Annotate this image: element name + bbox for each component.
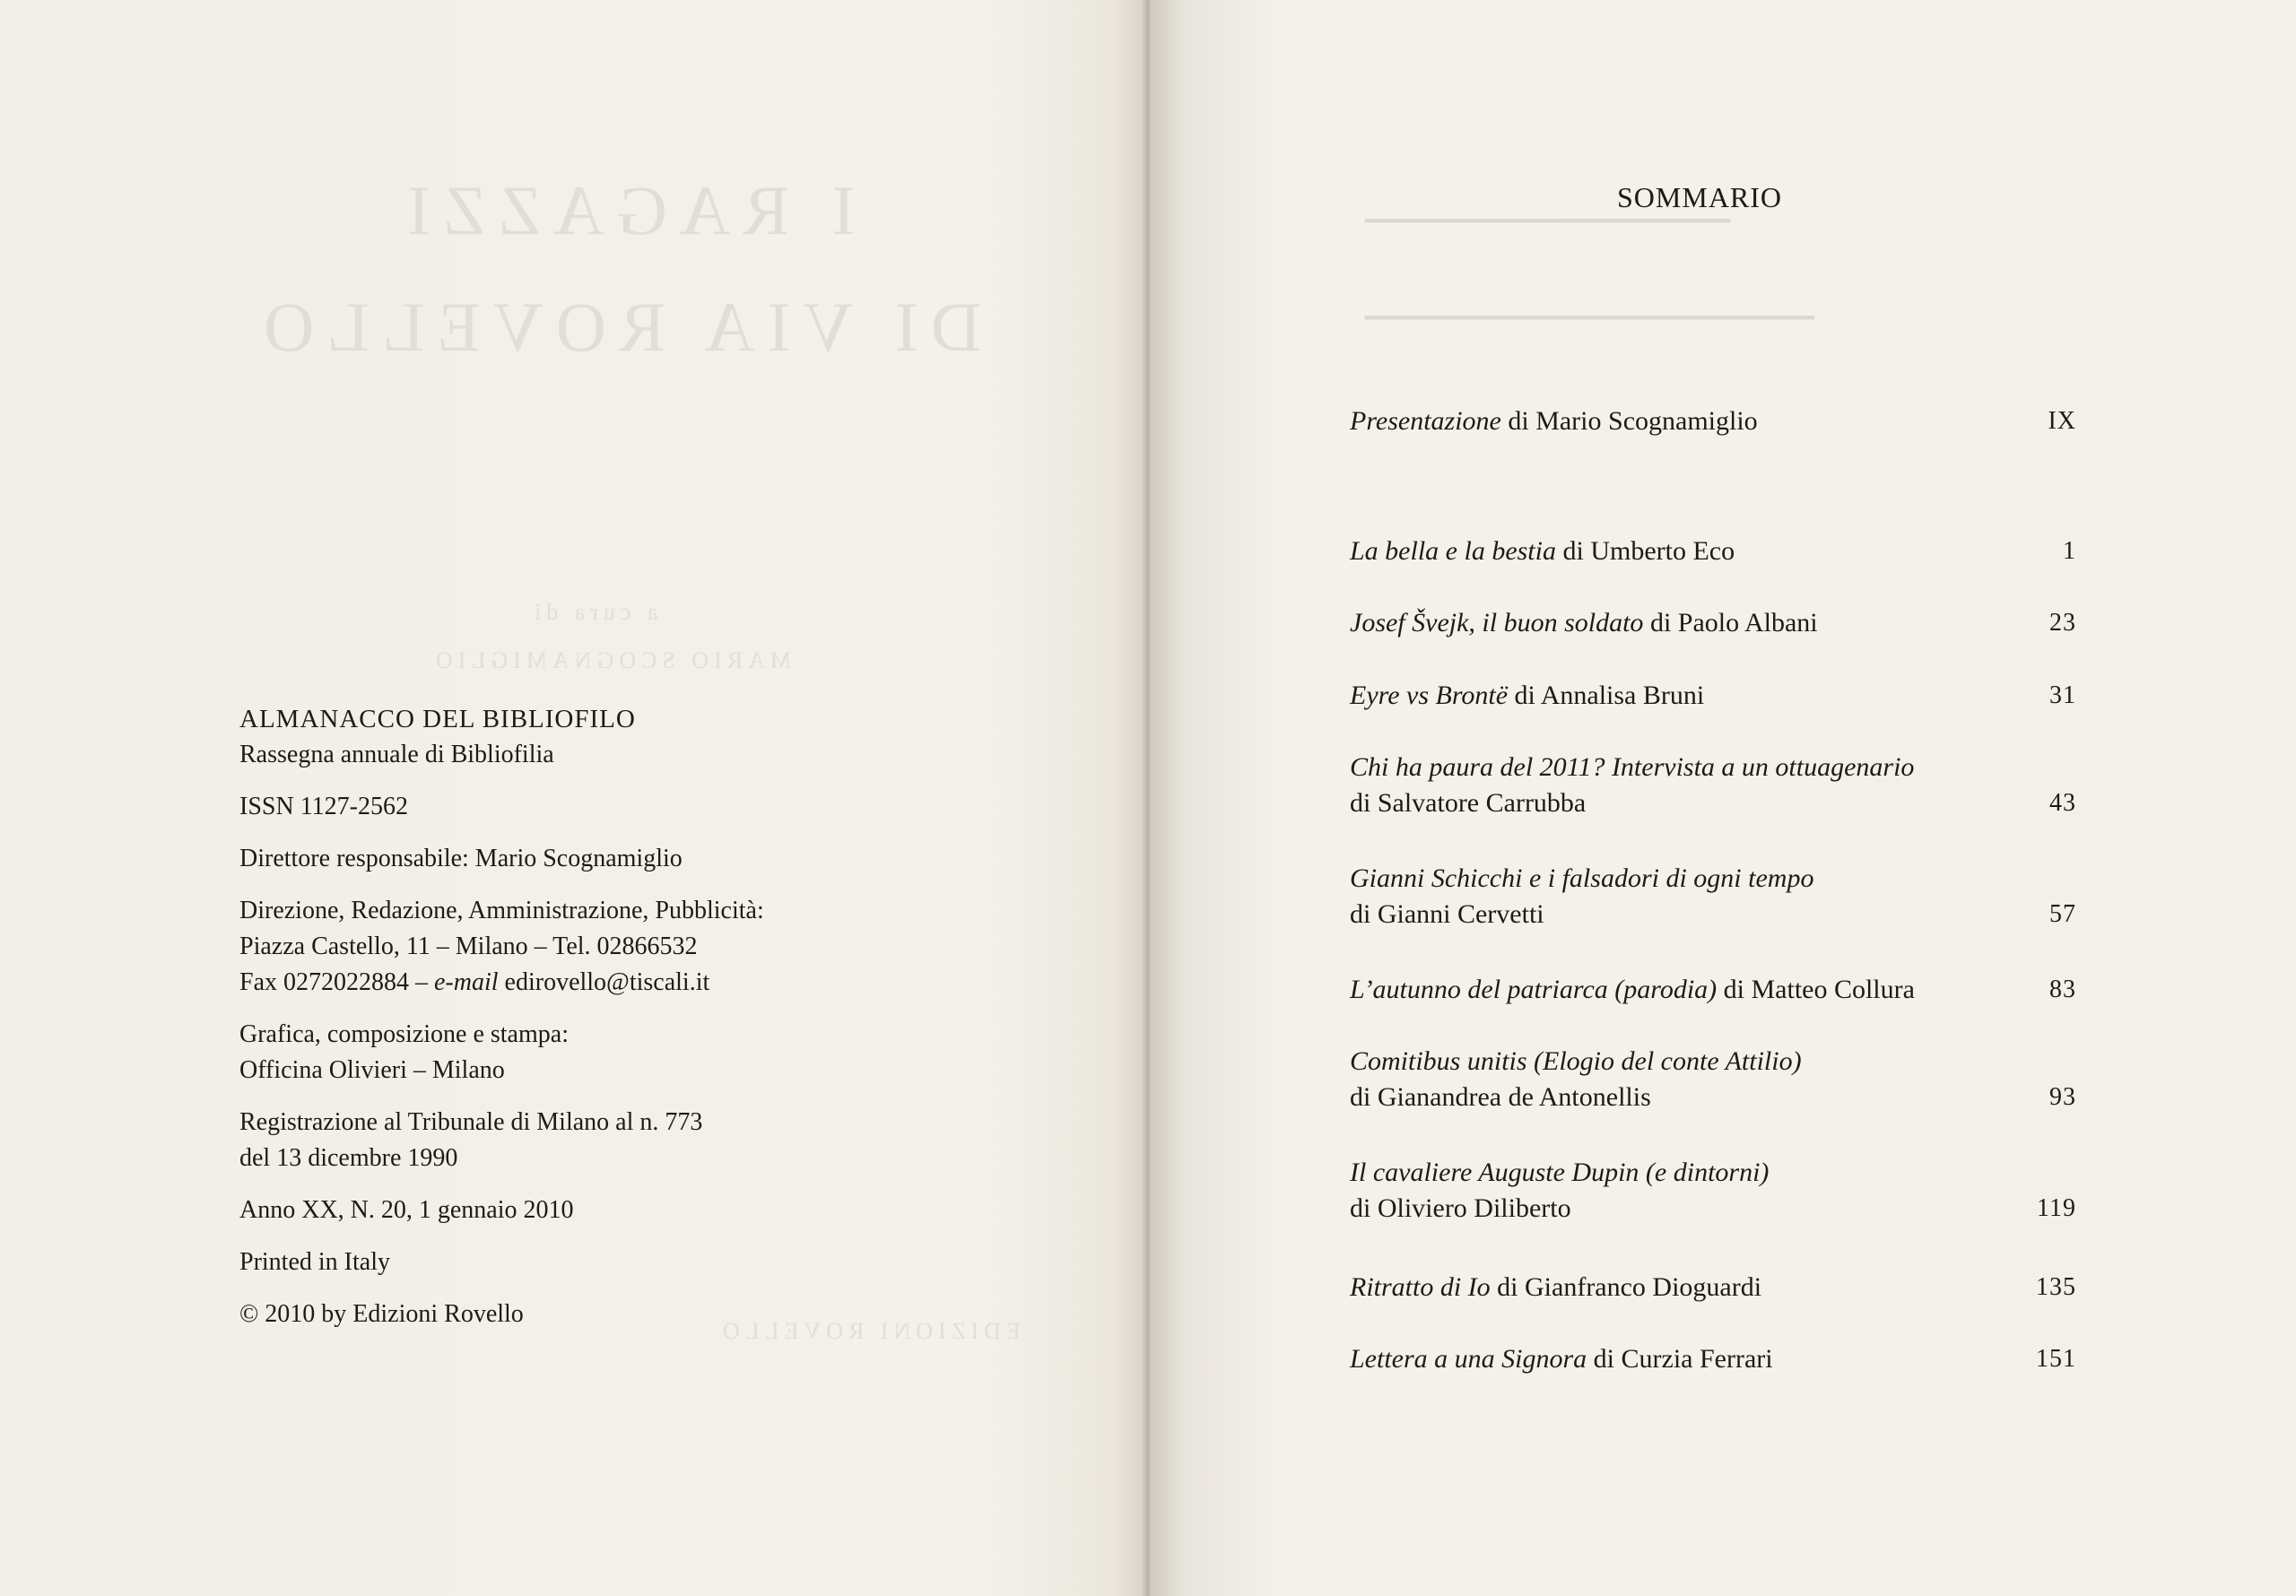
toc-page-number: 43 bbox=[2049, 789, 2076, 817]
toc-entry bbox=[1350, 750, 2076, 821]
toc-page-number: 23 bbox=[2049, 609, 2076, 637]
toc-entry-author: di Gianni Cervetti bbox=[1350, 899, 1544, 929]
copyright-block bbox=[239, 1297, 975, 1332]
show-through-title-line2: DI VIA ROVELLO bbox=[251, 288, 982, 366]
toc-entry-title: L’autunno del patriarca (parodia) bbox=[1350, 975, 1718, 1004]
toc-page-number: 31 bbox=[2049, 681, 2076, 709]
toc-entry bbox=[1350, 1270, 2076, 1305]
toc-entry bbox=[1350, 861, 2076, 932]
toc-entry-line1 bbox=[1350, 678, 2076, 714]
toc-entry-title: Ritratto di Io bbox=[1350, 1272, 1491, 1302]
toc-entry-title: Eyre vs Brontë bbox=[1350, 681, 1509, 710]
almanac-title: ALMANACCO DEL BIBLIOFILO bbox=[239, 705, 636, 733]
toc-entry-line1 bbox=[1350, 861, 2076, 897]
toc-entry-title: Chi ha paura del 2011? Intervista a un ottuagenario bbox=[1350, 752, 1915, 782]
toc-page-number: 151 bbox=[2036, 1345, 2076, 1373]
toc-entry bbox=[1350, 1044, 2076, 1115]
colophon-title-block bbox=[239, 701, 975, 773]
director-block bbox=[239, 841, 975, 877]
address-line: Piazza Castello, 11 – Milano – Tel. 02866532 bbox=[239, 932, 698, 960]
toc-entry bbox=[1350, 533, 2076, 569]
copyright: © 2010 by Edizioni Rovello bbox=[239, 1300, 524, 1328]
toc-entry bbox=[1350, 972, 2076, 1008]
graphics-line: Grafica, composizione e stampa: bbox=[239, 1020, 569, 1048]
toc-page-number: 83 bbox=[2049, 976, 2076, 1003]
toc-entry-line1 bbox=[1350, 1341, 2076, 1377]
show-through-curator-name: MARIO SCOGNAMIGLIO bbox=[430, 647, 791, 673]
toc-entry-title: La bella e la bestia bbox=[1350, 536, 1556, 566]
almanac-subtitle: Rassegna annuale di Bibliofilia bbox=[239, 741, 554, 768]
director: Direttore responsabile: Mario Scognamiglio bbox=[239, 845, 683, 872]
printer-block bbox=[239, 1017, 975, 1089]
toc-entry-title: Lettera a una Signora bbox=[1350, 1344, 1587, 1374]
toc-entry bbox=[1350, 678, 2076, 714]
toc-entry-line1 bbox=[1350, 1155, 2076, 1191]
issn: ISSN 1127-2562 bbox=[239, 793, 408, 820]
toc-entry-title: Josef Švejk, il buon soldato bbox=[1350, 608, 1644, 638]
offices-line: Direzione, Redazione, Amministrazione, Pubblicità: bbox=[239, 897, 764, 924]
printer: Officina Olivieri – Milano bbox=[239, 1056, 505, 1084]
registration-line2: del 13 dicembre 1990 bbox=[239, 1144, 458, 1172]
issn-block bbox=[239, 789, 975, 825]
toc-entry-line1 bbox=[1350, 403, 2076, 439]
colophon bbox=[239, 701, 975, 1349]
toc-entry-line1 bbox=[1350, 605, 2076, 641]
toc-entry-line1 bbox=[1350, 533, 2076, 569]
bleed-line: ━━━━━━━━━━━━━━━━━━━━━━━━━━━━━━━━ bbox=[1365, 305, 1814, 331]
left-page bbox=[0, 0, 1146, 1596]
toc-entry-title: Comitibus unitis (Elogio del conte Attilio) bbox=[1350, 1046, 1802, 1076]
toc-page-number: 119 bbox=[2037, 1194, 2076, 1222]
toc-entry-author: di Gianandrea de Antonellis bbox=[1350, 1082, 1651, 1112]
show-through-curator-label: a cura di bbox=[529, 599, 658, 625]
toc-entry-line1 bbox=[1350, 1044, 2076, 1080]
issue-block bbox=[239, 1193, 975, 1228]
toc-entry-title: Il cavaliere Auguste Dupin (e dintorni) bbox=[1350, 1158, 1770, 1187]
issue: Anno XX, N. 20, 1 gennaio 2010 bbox=[239, 1196, 574, 1224]
toc-entry bbox=[1350, 403, 2076, 439]
toc-entry-author: di Curzia Ferrari bbox=[1587, 1344, 1773, 1374]
show-through-publisher: EDIZIONI ROVELLO bbox=[718, 1318, 1021, 1344]
toc-entry-line1 bbox=[1350, 750, 2076, 785]
toc-entry-line1 bbox=[1350, 1270, 2076, 1305]
fax: Fax 0272022884 – bbox=[239, 968, 434, 996]
toc-entry bbox=[1350, 1341, 2076, 1377]
fax-email-line bbox=[239, 965, 975, 1001]
toc-entry-title: Gianni Schicchi e i falsadori di ogni tempo bbox=[1350, 863, 1814, 893]
toc-entry-line1 bbox=[1350, 972, 2076, 1008]
email-address: edirovello@tiscali.it bbox=[498, 968, 710, 996]
email-label: e-mail bbox=[434, 968, 499, 996]
toc-entry-author: di Gianfranco Dioguardi bbox=[1490, 1272, 1762, 1302]
toc-entry-author: di Mario Scognamiglio bbox=[1500, 406, 1758, 436]
toc-entry-author: di Paolo Albani bbox=[1643, 608, 1818, 638]
printed-in: Printed in Italy bbox=[239, 1248, 390, 1276]
toc-page-number: 1 bbox=[2063, 537, 2076, 565]
toc-entry-author: di Salvatore Carrubba bbox=[1350, 788, 1587, 818]
printed-block bbox=[239, 1245, 975, 1280]
contact-block bbox=[239, 893, 975, 1001]
toc-entry-author: di Annalisa Bruni bbox=[1508, 681, 1705, 710]
toc-entry-author: di Umberto Eco bbox=[1555, 536, 1735, 566]
toc-entry-author: di Oliviero Diliberto bbox=[1350, 1193, 1571, 1223]
toc-page-number: 135 bbox=[2036, 1273, 2076, 1301]
toc-entry bbox=[1350, 1155, 2076, 1227]
toc-page-number: IX bbox=[2048, 407, 2076, 435]
bleed-line: ━━━━━━━━━━━━━━━━━━━━━━━━━━ bbox=[1365, 208, 1730, 234]
toc-entry-author: di Matteo Collura bbox=[1717, 975, 1915, 1004]
toc-entry bbox=[1350, 605, 2076, 641]
registration-line1: Registrazione al Tribunale di Milano al n. 773 bbox=[239, 1108, 703, 1136]
sommario-heading: SOMMARIO bbox=[1617, 181, 1783, 213]
toc-entry-title: Presentazione bbox=[1350, 406, 1501, 436]
show-through-title-line1: I RAGAZZI bbox=[395, 171, 856, 249]
toc-page-number: 57 bbox=[2049, 900, 2076, 928]
toc-page-number: 93 bbox=[2049, 1083, 2076, 1111]
registration-block bbox=[239, 1105, 975, 1176]
